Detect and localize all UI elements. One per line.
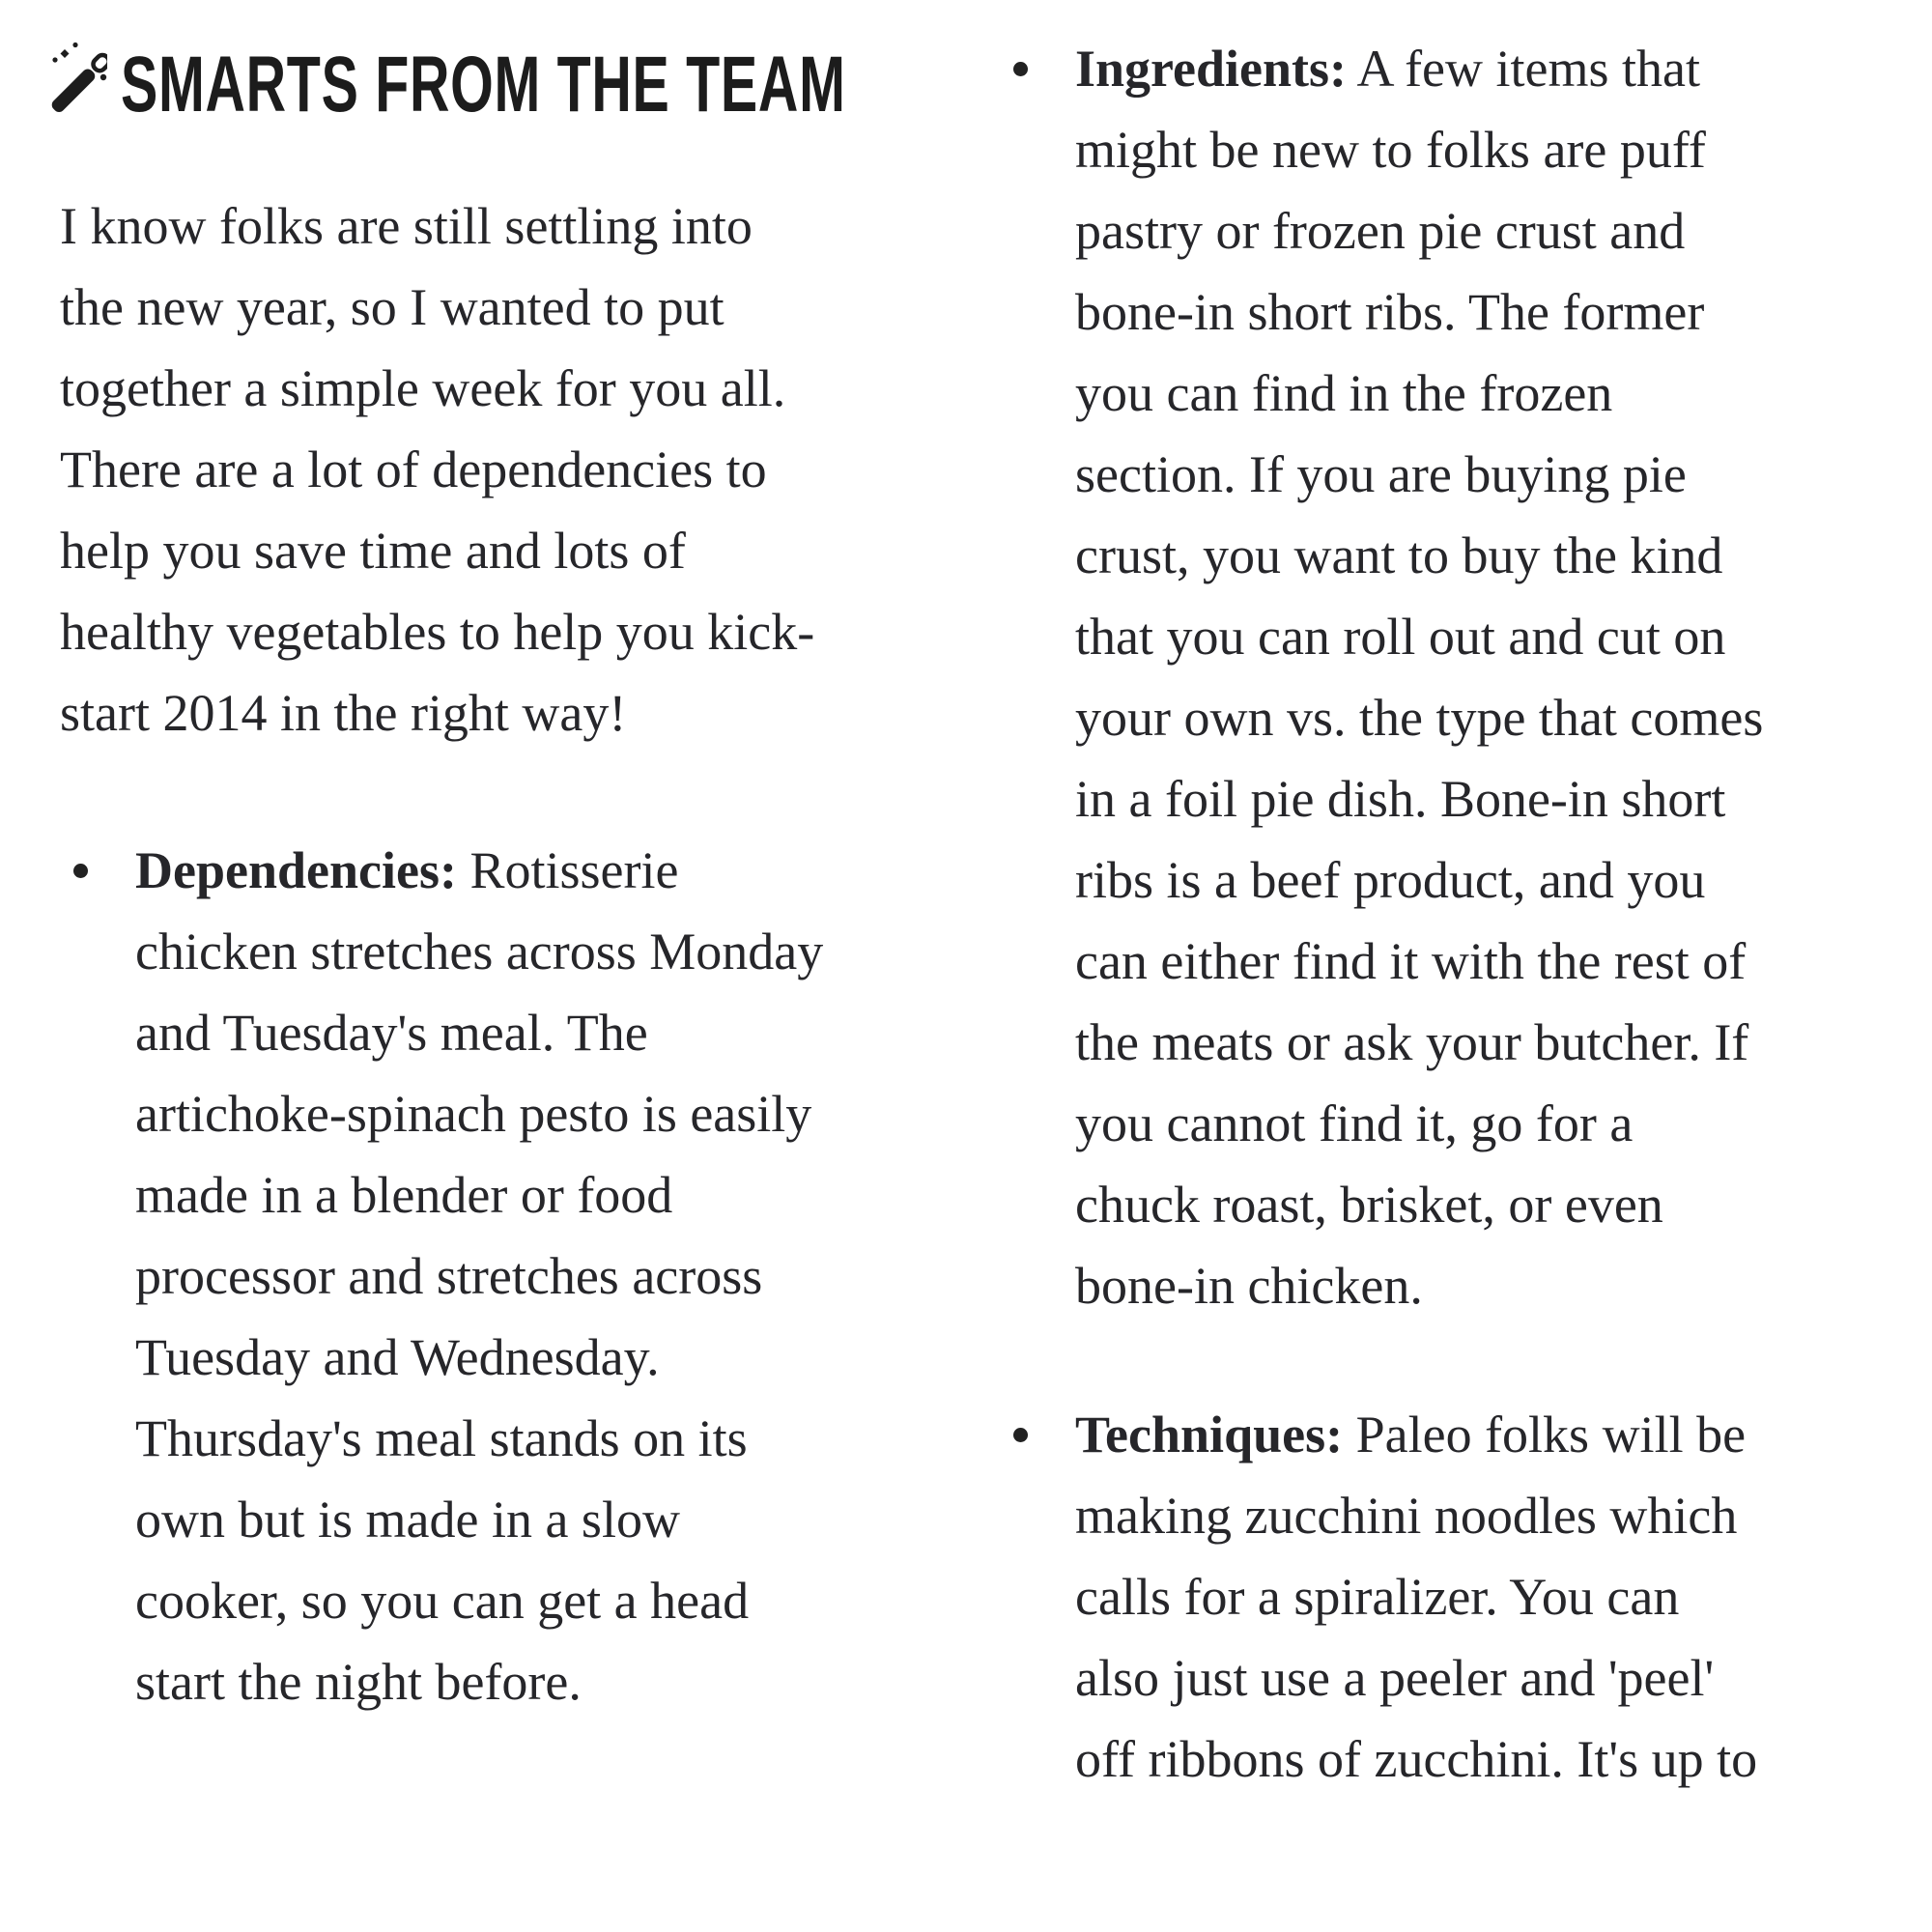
bullet-label: Dependencies: bbox=[135, 841, 457, 899]
text-line: in a foil pie dish. Bone-in short bbox=[1075, 770, 1726, 828]
text-line: chuck roast, brisket, or even bbox=[1075, 1176, 1663, 1234]
bullet-first-line-text: Paleo folks will be bbox=[1343, 1406, 1747, 1463]
text-line: that you can roll out and cut on bbox=[1075, 608, 1726, 666]
list-item-ingredients bbox=[1000, 28, 1918, 1326]
text-line: your own vs. the type that comes bbox=[1075, 689, 1764, 747]
text-line: can either find it with the rest of bbox=[1075, 932, 1747, 990]
text-line: Tuesday and Wednesday. bbox=[135, 1328, 660, 1386]
text-line: calls for a spiralizer. You can bbox=[1075, 1568, 1680, 1626]
bullet-dot bbox=[73, 864, 88, 878]
bullet-dot bbox=[1013, 62, 1028, 76]
text-line bbox=[135, 830, 978, 911]
magic-wand-icon bbox=[51, 42, 107, 123]
bullet-label: Techniques: bbox=[1075, 1406, 1344, 1463]
text-line: chicken stretches across Monday bbox=[135, 923, 824, 980]
text-line: you cannot find it, go for a bbox=[1075, 1094, 1634, 1152]
text-line bbox=[1075, 1394, 1918, 1475]
text-line bbox=[1075, 28, 1918, 109]
text-line: pastry or frozen pie crust and bbox=[1075, 202, 1686, 260]
list-item-dependencies bbox=[60, 830, 978, 1722]
text-line: off ribbons of zucchini. It's up to bbox=[1075, 1730, 1758, 1788]
text-line: also just use a peeler and 'peel' bbox=[1075, 1649, 1715, 1707]
text-line: own but is made in a slow bbox=[135, 1491, 680, 1548]
bullet-first-line-text: A few items that bbox=[1347, 40, 1700, 98]
text-line: ribs is a beef product, and you bbox=[1075, 851, 1706, 909]
bullet-continuation bbox=[1075, 1475, 1918, 1800]
text-line: start the night before. bbox=[135, 1653, 582, 1711]
text-line: might be new to folks are puff bbox=[1075, 121, 1706, 179]
text-line: together a simple week for you all. bbox=[60, 359, 786, 417]
text-line: healthy vegetables to help you kick- bbox=[60, 603, 815, 661]
page-header bbox=[51, 41, 1156, 128]
text-line: the meats or ask your butcher. If bbox=[1075, 1013, 1749, 1071]
text-line: There are a lot of dependencies to bbox=[60, 440, 767, 498]
text-line: artichoke-spinach pesto is easily bbox=[135, 1085, 812, 1143]
text-line: crust, you want to buy the kind bbox=[1075, 526, 1723, 584]
text-line: made in a blender or food bbox=[135, 1166, 673, 1224]
text-line: start 2014 in the right way! bbox=[60, 684, 627, 742]
text-line: making zucchini noodles which bbox=[1075, 1487, 1738, 1545]
text-line: I know folks are still settling into bbox=[60, 197, 753, 255]
intro-paragraph bbox=[60, 185, 968, 753]
text-line: help you save time and lots of bbox=[60, 522, 686, 580]
text-line: processor and stretches across bbox=[135, 1247, 763, 1305]
bullet-dot bbox=[1013, 1428, 1028, 1442]
text-line: bone-in chicken. bbox=[1075, 1257, 1423, 1315]
left-bullet-list bbox=[60, 830, 978, 1722]
text-line: you can find in the frozen bbox=[1075, 364, 1613, 422]
bullet-label: Ingredients: bbox=[1075, 40, 1348, 98]
list-item-techniques bbox=[1000, 1394, 1918, 1800]
page-title: SMARTS FROM THE TEAM bbox=[121, 41, 846, 128]
text-line: cooker, so you can get a head bbox=[135, 1572, 750, 1630]
bullet-continuation bbox=[1075, 109, 1918, 1326]
text-line: the new year, so I wanted to put bbox=[60, 278, 724, 336]
text-line: section. If you are buying pie bbox=[1075, 445, 1687, 503]
bullet-continuation bbox=[135, 911, 978, 1722]
text-line: bone-in short ribs. The former bbox=[1075, 283, 1705, 341]
text-line: and Tuesday's meal. The bbox=[135, 1004, 648, 1062]
right-bullet-list bbox=[1000, 28, 1918, 1800]
text-line: Thursday's meal stands on its bbox=[135, 1409, 748, 1467]
bullet-first-line-text: Rotisserie bbox=[456, 841, 679, 899]
